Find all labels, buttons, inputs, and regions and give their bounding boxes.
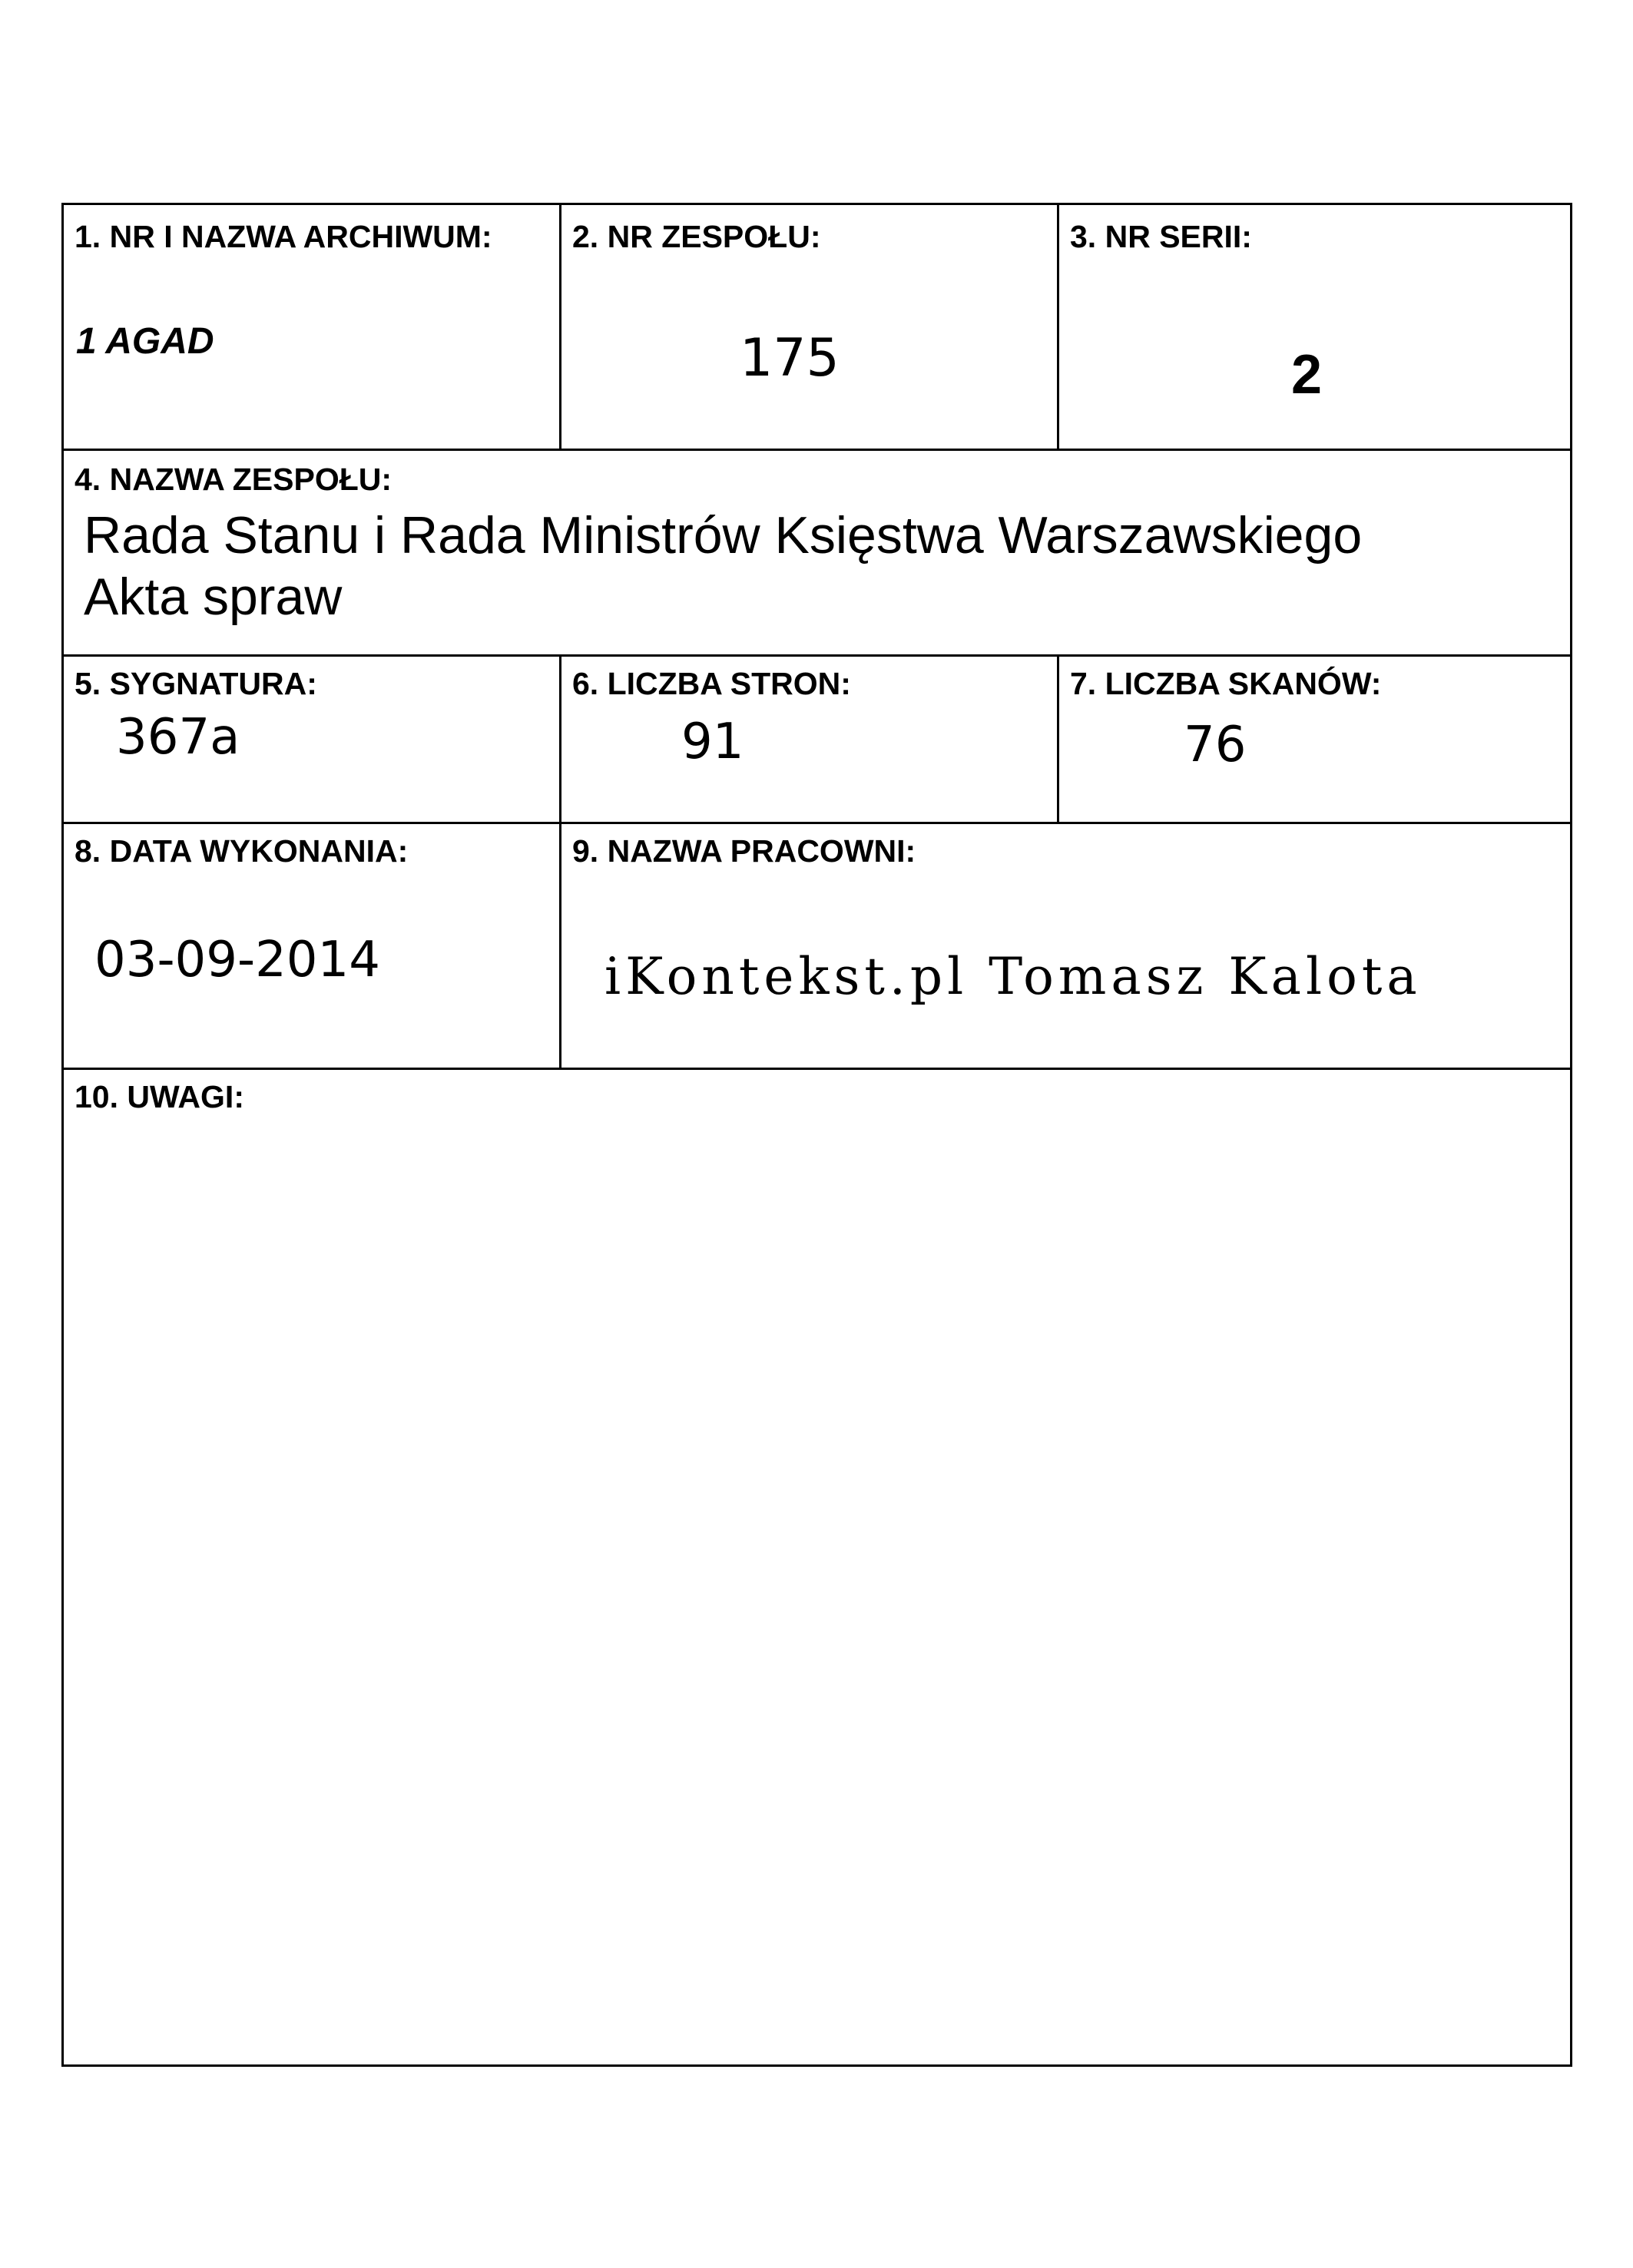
studio-cell bbox=[561, 824, 1570, 1070]
fonds-name-label: 4. NAZWA ZESPOŁU: bbox=[75, 462, 393, 497]
scan-count-value: 76 bbox=[1184, 717, 1247, 773]
fonds-name-cell bbox=[64, 451, 1570, 657]
fonds-number-label: 2. NR ZESPOŁU: bbox=[572, 219, 821, 254]
archive-metadata-form bbox=[61, 203, 1572, 2067]
series-number-label: 3. NR SERII: bbox=[1070, 219, 1252, 254]
date-cell bbox=[64, 824, 561, 1070]
archive-cell bbox=[64, 205, 561, 451]
page-count-value: 91 bbox=[681, 714, 744, 770]
date-value: 03-09-2014 bbox=[94, 932, 380, 988]
page-count-label: 6. LICZBA STRON: bbox=[572, 666, 851, 701]
fonds-name-line2: Akta spraw bbox=[84, 568, 343, 626]
fonds-number-value: 175 bbox=[740, 328, 840, 389]
notes-label: 10. UWAGI: bbox=[75, 1079, 244, 1114]
date-label: 8. DATA WYKONANIA: bbox=[75, 833, 409, 869]
archive-value: 1 AGAD bbox=[76, 321, 214, 362]
page-count-cell bbox=[561, 657, 1059, 824]
fonds-name-line1: Rada Stanu i Rada Ministrów Księstwa Warszawskiego bbox=[84, 506, 1363, 565]
series-number-value: 2 bbox=[1291, 344, 1323, 406]
signature-label: 5. SYGNATURA: bbox=[75, 666, 317, 701]
signature-value: 367a bbox=[116, 709, 240, 766]
series-number-cell bbox=[1059, 205, 1570, 451]
scan-count-label: 7. LICZBA SKANÓW: bbox=[1070, 666, 1382, 701]
scan-count-cell bbox=[1059, 657, 1570, 824]
archive-label: 1. NR I NAZWA ARCHIWUM: bbox=[75, 219, 492, 254]
studio-label: 9. NAZWA PRACOWNI: bbox=[572, 833, 916, 869]
notes-cell bbox=[64, 1070, 1570, 2064]
studio-value: iKontekst.pl Tomasz Kalota bbox=[605, 947, 1422, 1006]
signature-cell bbox=[64, 657, 561, 824]
fonds-number-cell bbox=[561, 205, 1059, 451]
